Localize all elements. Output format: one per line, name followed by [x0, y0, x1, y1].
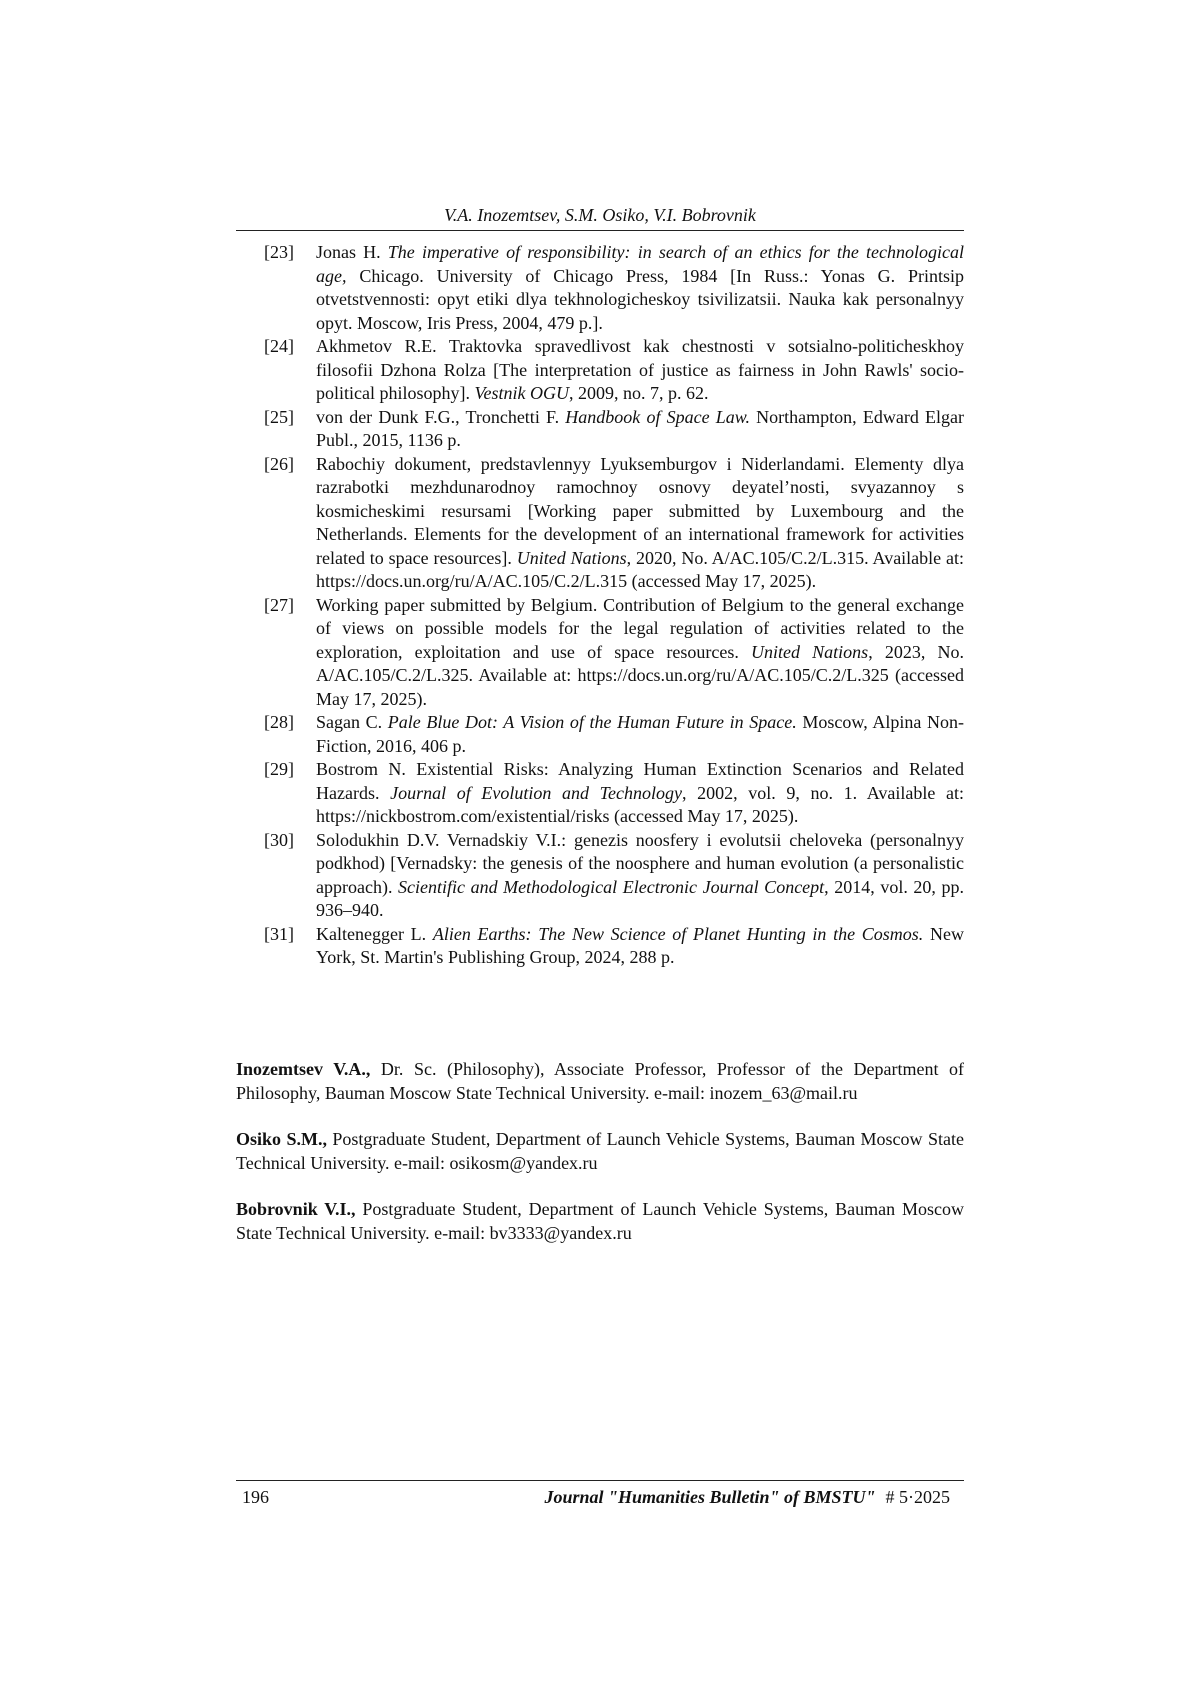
- author-name: Inozemtsev V.A.,: [236, 1059, 371, 1079]
- reference-title-italic: Pale Blue Dot: A Vision of the Human Future in Space.: [387, 712, 797, 732]
- reference-text: [314, 453, 964, 594]
- reference-number: [29]: [264, 759, 294, 779]
- reference-text-segment: Chicago. University of Chicago Press, 1984 [In Russ.: Yonas G. Printsip otvetstvennosti: opyt etiki dlya tekhnologicheskoy tsivilizatsii. Nauka kak personalnyy opyt. Moscow, Iris Press, 2004, 479 p.].: [316, 265, 964, 333]
- reference-text-segment: Rabochiy dokument, predstavlennyy Lyuksemburgov i Niderlandami. Elementy dlya razrabotki mezhdunarodnoy ramochnoy osnovy deyatel’nosti, svyazannoy s kosmicheskimi resursami [Working paper submitted by Luxembourg and the Netherlands. Elements for the development of an international framework for activities related to space resources].: [316, 453, 964, 568]
- reference-text-segment: , 2002, vol. 9, no. 1. Available at: https://nickbostrom.com/existential/risks (accessed May 17, 2025).: [316, 782, 965, 826]
- reference-text-segment: Moscow, Alpina Non-Fiction, 2016, 406 p.: [316, 712, 964, 756]
- author-affiliation: Postgraduate Student, Department of Launch Vehicle Systems, Bauman Moscow State Technical University. e-mail: bv3333@yandex.ru: [236, 1199, 964, 1243]
- reference-number: [31]: [264, 923, 294, 944]
- page-number: 196: [242, 1487, 269, 1507]
- author-name: Osiko S.M.,: [236, 1129, 327, 1149]
- reference-item: [236, 758, 964, 829]
- reference-number: [25]: [264, 406, 294, 427]
- reference-list: [236, 241, 964, 970]
- author-info-section: [236, 1058, 964, 1268]
- header-divider: [236, 230, 964, 231]
- author-entry: [236, 1058, 964, 1105]
- reference-text-segment: , 2020, No. A/AC.105/C.2/L.315. Available at: https://docs.un.org/ru/A/AC.105/C.2/L.315 (accessed May 17, 2025).: [316, 547, 964, 591]
- reference-title-italic: Alien Earths: The New Science of Planet Hunting in the Cosmos.: [432, 923, 924, 944]
- reference-item: [236, 829, 964, 923]
- reference-title-italic: Vestnik OGU: [474, 383, 569, 403]
- reference-text-segment: , 2023, No. A/AC.105/C.2/L.325. Available at: https://docs.un.org/ru/A/AC.105/C.2/L.325 (accessed May 17, 2025).: [316, 641, 965, 709]
- reference-item: [236, 406, 964, 453]
- reference-text-segment: Northampton, Edward Elgar Publ., 2015, 1136 p.: [316, 406, 964, 450]
- reference-title-italic: Scientific and Methodological Electronic Journal Concept: [398, 876, 825, 897]
- reference-text: [314, 335, 964, 406]
- reference-item: [236, 453, 964, 594]
- reference-text-segment: Working paper submitted by Belgium. Contribution of Belgium to the general exchange of views on possible models for the legal regulation of activities related to the exploration, exploitation and use of space resources.: [316, 594, 964, 662]
- reference-item: [236, 711, 964, 758]
- author-affiliation: Dr. Sc. (Philosophy), Associate Professor, Professor of the Department of Philosophy, Bauman Moscow State Technical University. e-mail: inozem_63@mail.ru: [236, 1059, 964, 1103]
- footer-divider: [236, 1480, 964, 1481]
- reference-number: [26]: [264, 453, 294, 474]
- reference-text-segment: New York, St. Martin's Publishing Group, 2024, 288 p.: [316, 923, 964, 967]
- author-entry: [236, 1198, 964, 1245]
- journal-name: [544, 1485, 950, 1509]
- issue-number: # 5·2025: [885, 1487, 950, 1507]
- author-affiliation: Postgraduate Student, Department of Launch Vehicle Systems, Bauman Moscow State Technical University. e-mail: osikosm@yandex.ru: [236, 1129, 964, 1173]
- author-entry: [236, 1128, 964, 1175]
- journal-title: Journal "Humanities Bulletin" of BMSTU": [544, 1487, 876, 1507]
- reference-title-italic: Handbook of Space Law.: [565, 406, 750, 427]
- reference-text: [314, 594, 964, 712]
- reference-text-segment: Sagan C.: [316, 712, 388, 732]
- reference-item: [236, 335, 964, 406]
- reference-item: [236, 594, 964, 712]
- reference-text: [314, 829, 964, 923]
- reference-title-italic: Journal of Evolution and Technology: [390, 782, 682, 803]
- reference-text-segment: , 2009, no. 7, p. 62.: [568, 383, 709, 403]
- reference-text-segment: Kaltenegger L.: [316, 923, 433, 944]
- reference-text-segment: Akhmetov R.E. Traktovka spravedlivost kak chestnosti v sotsialno-politicheskhoy filosofii Dzhona Rolza [The interpretation of justice as fairness in John Rawls' socio-political philosophy].: [316, 336, 964, 403]
- reference-number: [28]: [264, 712, 294, 732]
- author-name: Bobrovnik V.I.,: [236, 1199, 356, 1219]
- reference-item: [236, 923, 964, 970]
- reference-number: [24]: [264, 336, 294, 356]
- reference-text-segment: Jonas H.: [316, 242, 388, 262]
- running-header: V.A. Inozemtsev, S.M. Osiko, V.I. Bobrovnik: [444, 205, 756, 225]
- reference-title-italic: United Nations: [751, 641, 869, 662]
- reference-text: [314, 406, 964, 453]
- reference-text: [314, 758, 964, 829]
- reference-item: [236, 241, 964, 335]
- reference-text: [314, 923, 964, 970]
- page-footer: [236, 1485, 964, 1509]
- reference-number: [30]: [264, 829, 294, 850]
- reference-number: [27]: [264, 594, 294, 615]
- reference-text-segment: , 2014, vol. 20, pp. 936–940.: [316, 876, 964, 920]
- reference-title-italic: The imperative of responsibility: in search of an ethics for the technological age,: [316, 242, 964, 286]
- reference-text-segment: Solodukhin D.V. Vernadskiy V.I.: genezis noosfery i evolutsii cheloveka (personalnyy podkhod) [Vernadsky: the genesis of the noosphere and human evolution (a personalistic approach).: [316, 829, 964, 897]
- reference-text-segment: von der Dunk F.G., Tronchetti F.: [316, 406, 566, 427]
- reference-text: [314, 711, 964, 758]
- reference-text: [314, 241, 964, 335]
- reference-number: [23]: [264, 242, 294, 262]
- reference-title-italic: United Nations: [516, 547, 627, 568]
- reference-text-segment: Bostrom N. Existential Risks: Analyzing Human Extinction Scenarios and Related Hazards.: [316, 759, 964, 803]
